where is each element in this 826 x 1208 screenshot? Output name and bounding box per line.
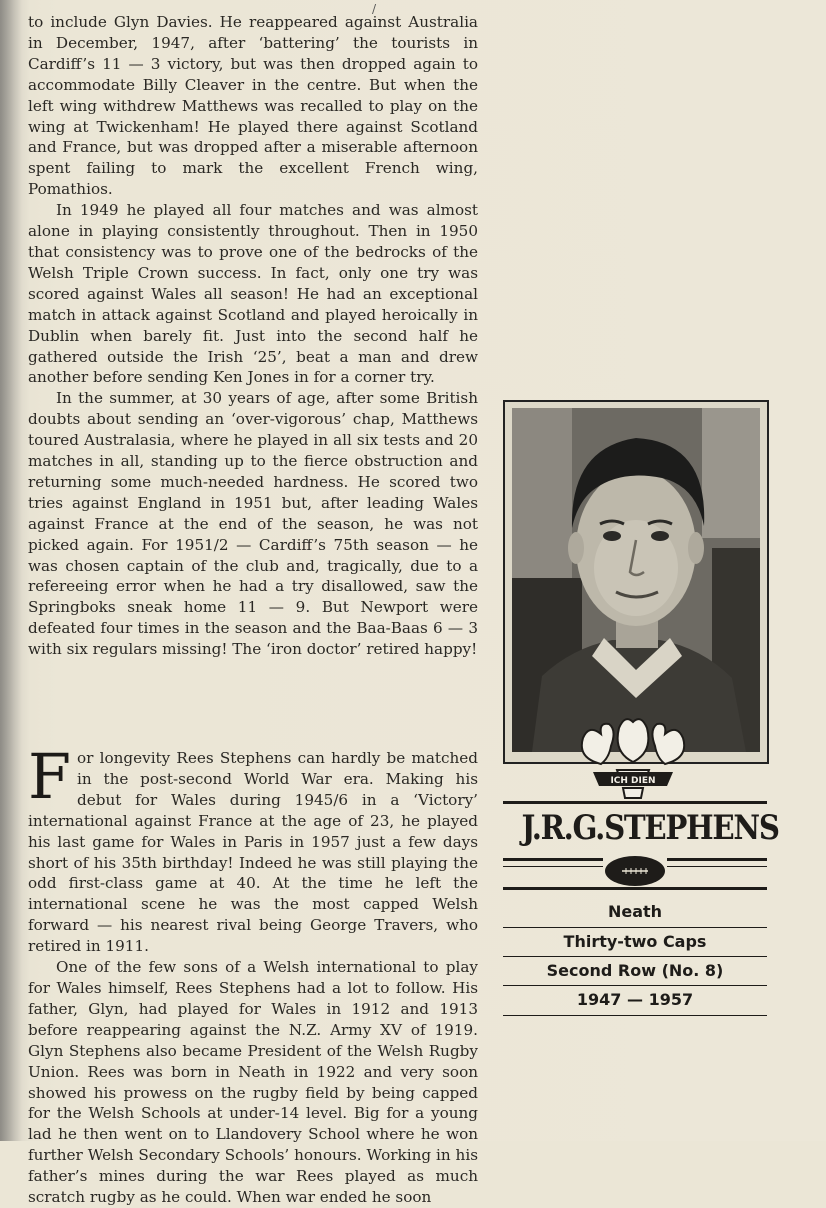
divider xyxy=(503,1015,767,1016)
page-mark: / xyxy=(372,2,377,16)
divider xyxy=(503,887,767,890)
rugby-ball-icon xyxy=(604,855,666,887)
player-club: Neath xyxy=(607,902,663,921)
player-name: J.R.G.STEPHENS xyxy=(521,808,779,848)
paragraph: to include Glyn Davies. He reappeared against Australia in December, 1947, after ‘battering’ the tourists in Cardiff’s 11 — 3 victory, but was then dropped again to accommodate Billy Cleaver in the centre. But when the left wing withdrew Matthews was recalled to play on the wing at Twickenham! He played there against Scotland and France, but was dropped after a miserable afternoon spent failing to mark the excellent French wing, Pomathios. xyxy=(28,13,478,199)
divider xyxy=(503,866,603,867)
portrait-illustration xyxy=(512,408,760,752)
emblem-motto: ICH DIEN xyxy=(610,776,656,786)
player-photo xyxy=(512,408,760,752)
divider xyxy=(503,858,603,861)
paragraph: One of the few sons of a Welsh international to play for Wales himself, Rees Stephens had a lot to follow. His father, Glyn, had played for Wales in 1912 and 1913 before reappearing against the N.Z. Army XV of 1919. Glyn Stephens also became President of the Welsh Rugby Union. Rees was born in Neath in 1922 and very soon showed his prowess on the rugby field by being capped for the Welsh Schools at under-14 level. Big for a young lad he then went on to Llandovery School where he won further Welsh Secondary Schools’ honours. Working in his father’s mines during the war Rees played as much scratch rugby as he could. When war ended he soon xyxy=(28,958,478,1207)
divider xyxy=(667,866,767,867)
binding-shadow xyxy=(0,0,22,1141)
paragraph: In 1949 he played all four matches and was almost alone in playing consistently throughout. Then in 1950 that consistency was to prove one of the bedrocks of the Welsh Triple Crown success. In fact, only one try was scored against Wales all season! He had an exceptional match in attack against Scotland and played heroically in Dublin when barely fit. Just into the second half he gathered outside the Irish ‘25’, beat a man and drew another before sending Ken Jones in for a corner try. xyxy=(28,201,478,387)
article-stephens xyxy=(28,740,478,1208)
prince-of-wales-feathers-emblem xyxy=(571,712,695,802)
drop-cap: F xyxy=(28,740,72,813)
paragraph: In the summer, at 30 years of age, after some British doubts about sending an ‘over-vigorous’ chap, Matthews toured Australasia, where he played in all six tests and 20 matches in all, standing up to the fierce obstruction and returning some much-needed hardness. He scored two tries against England in 1951 but, after leading Wales against France at the end of the season, he was not picked again. For 1951/2 — Cardiff’s 75th season — he was chosen captain of the club and, tragically, due to a refereeing error when he had a try disallowed, saw the Springboks sneak home 11 — 9. But Newport were defeated four times in the season and the Baa-Baas 6 — 3 with six regulars missing! The ‘iron doctor’ retired happy! xyxy=(28,389,478,659)
player-caps: Thirty-two Caps xyxy=(563,932,707,951)
player-position: Second Row (No. 8) xyxy=(546,961,724,980)
article-continued xyxy=(28,12,478,660)
divider xyxy=(503,801,767,804)
player-photo-frame xyxy=(503,400,769,764)
divider xyxy=(503,927,767,928)
divider xyxy=(667,858,767,861)
divider xyxy=(503,956,767,957)
paragraph: or longevity Rees Stephens can hardly be matched in the post-second World War era. Making his debut for Wales during 1945/6 in a ‘Victory’ international against France at the age of 23, he played his last game for Wales in Paris in 1957 just a few days short of his 35th birthday! Indeed he was still playing the odd first-class game at 40. At the time he left the international scene he was the most capped Welsh forward — his nearest rival being George Travers, who retired in 1911. xyxy=(28,749,478,956)
divider xyxy=(503,985,767,986)
player-years: 1947 — 1957 xyxy=(576,990,694,1009)
